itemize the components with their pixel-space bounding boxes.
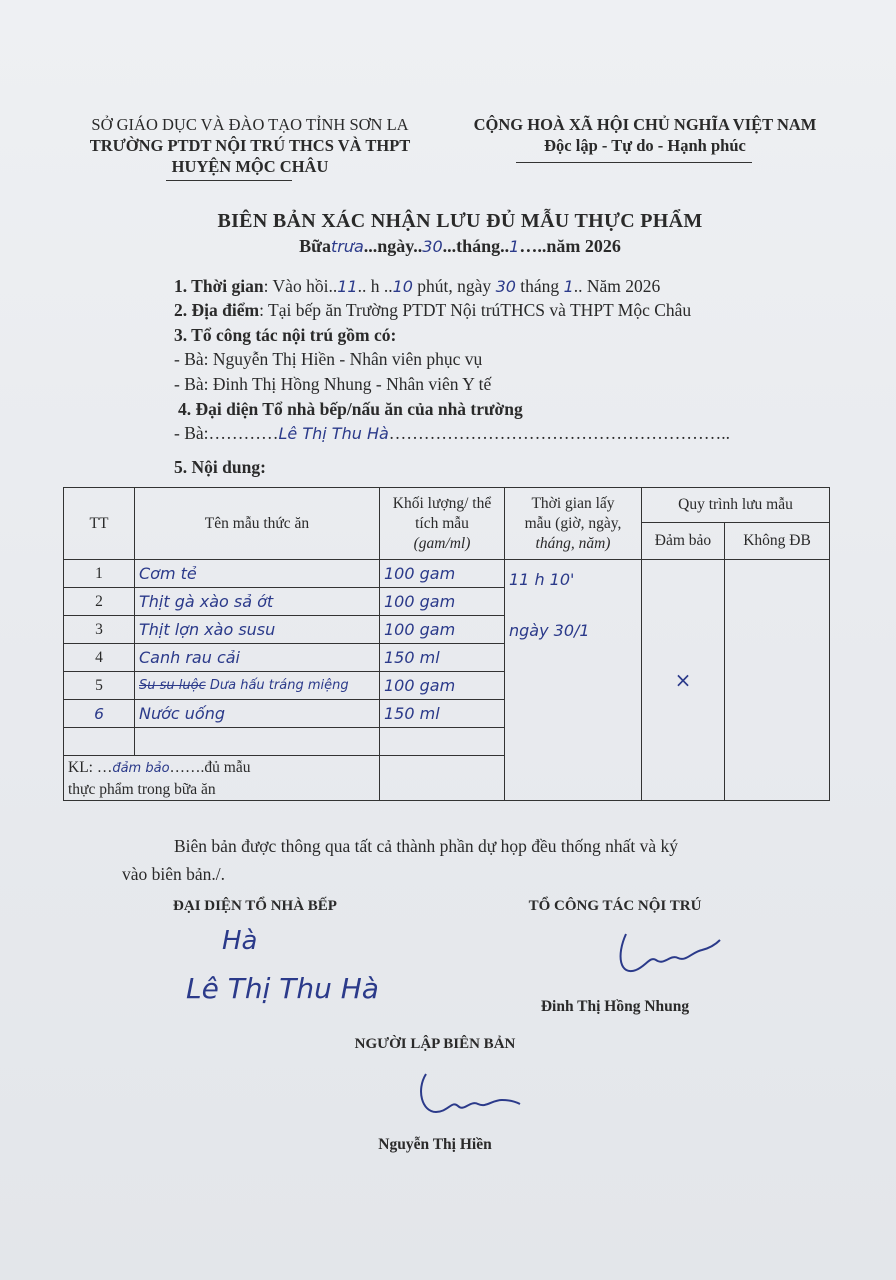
- struck-food-name: Su su luộc: [139, 678, 206, 693]
- document-title: BIÊN BẢN XÁC NHẬN LƯU ĐỦ MẪU THỰC PHẨM: [217, 210, 703, 232]
- header-underline-left: [166, 180, 292, 181]
- month-handwritten: 1: [563, 277, 574, 296]
- conclusion-suffix: …….đủ mẫu: [169, 758, 251, 776]
- country-name: CỘNG HOÀ XÃ HỘI CHỦ NGHĨA VIỆT NAM: [473, 115, 817, 134]
- header-underline-right: [516, 162, 752, 163]
- kitchen-dots: …………………………………………………..: [388, 423, 731, 443]
- row-tt: 4: [64, 644, 135, 672]
- kitchen-name-handwritten: Lê Thị Thu Hà: [186, 972, 379, 1005]
- header-quantity-unit: (gam/ml): [413, 534, 471, 552]
- team-signer-name: Đinh Thị Hồng Nhung: [540, 998, 690, 1015]
- header-quantity-line1: Khối lượng/ thể: [392, 494, 492, 512]
- school-name: TRƯỜNG PTDT NỘI TRÚ THCS VÀ THPT: [89, 136, 411, 155]
- header-time-line1: Thời gian lấy: [531, 494, 615, 512]
- kitchen-heading: [178, 399, 523, 420]
- conclusion-line2: thực phẩm trong bữa ăn: [68, 780, 216, 798]
- place-line: [174, 300, 691, 321]
- kitchen-name-handwritten: Lê Thị Thu Hà: [278, 424, 389, 443]
- place-text: : Tại bếp ăn Trường PTDT Nội trúTHCS và THPT Mộc Châu: [259, 300, 692, 320]
- header-not-ok: Không ĐB: [725, 523, 830, 560]
- row-tt: 3: [64, 616, 135, 644]
- author-name: Nguyễn Thị Hiền: [378, 1136, 492, 1153]
- department-name: SỞ GIÁO DỤC VÀ ĐÀO TẠO TỈNH SƠN LA: [91, 115, 409, 134]
- header-quantity-line2: tích mẫu: [415, 514, 469, 532]
- motto: Độc lập - Tự do - Hạnh phúc: [544, 136, 746, 155]
- row-quantity-empty: [380, 728, 505, 756]
- row-food-name: Thịt gà xào sả ớt: [135, 588, 380, 616]
- row-tt: 6: [64, 700, 135, 728]
- corrected-food-name: Dưa hấu tráng miệng: [209, 678, 349, 693]
- row-food-name: [135, 672, 380, 700]
- month-label: ...tháng..: [442, 236, 510, 256]
- time-line: [174, 276, 660, 297]
- header-time-line3: tháng, năm): [535, 534, 611, 552]
- row-tt: 5: [64, 672, 135, 700]
- header-tt: TT: [64, 488, 135, 560]
- time-text: phút, ngày: [412, 276, 496, 296]
- row-quantity: 100 gam: [380, 588, 505, 616]
- row-food-name-empty: [135, 728, 380, 756]
- time-text: .. Năm 2026: [573, 276, 661, 296]
- time-text: : Vào hồi..: [263, 276, 338, 296]
- closing-paragraph: [122, 832, 822, 888]
- conclusion-handwritten: đảm bảo: [112, 760, 170, 776]
- header-quantity: [380, 488, 505, 560]
- row-quantity: 100 gam: [380, 672, 505, 700]
- minute-handwritten: 10: [392, 277, 413, 296]
- ok-mark-cell: [642, 560, 725, 801]
- conclusion-line1: [68, 757, 375, 779]
- issuer-header: [60, 114, 440, 177]
- district-name: HUYỆN MỘC CHÂU: [171, 157, 329, 176]
- hour-handwritten: 11: [337, 277, 358, 296]
- sample-time-cell: [505, 560, 642, 801]
- row-food-name: Nước uống: [135, 700, 380, 728]
- row-food-name: Cơm tẻ: [135, 560, 380, 588]
- ok-mark: ×: [674, 668, 692, 692]
- kitchen-prefix: - Bà:…………: [174, 423, 279, 443]
- month-handwritten: 1: [509, 237, 520, 256]
- row-tt: 2: [64, 588, 135, 616]
- team-member-2: - Bà: Đinh Thị Hồng Nhung - Nhân viên Y tế: [174, 374, 492, 394]
- closing-line2: vào biên bản./.: [122, 864, 226, 884]
- kitchen-label: 4. Đại diện Tổ nhà bếp/nấu ăn của nhà trường: [178, 399, 523, 419]
- header-sample-time: [505, 488, 642, 560]
- conclusion-prefix: KL: …: [68, 758, 113, 776]
- sample-date-handwritten: ngày 30/1: [509, 621, 590, 640]
- team-signature-title: TỔ CÔNG TÁC NỘI TRÚ: [528, 898, 702, 914]
- day-label: ...ngày..: [363, 236, 423, 256]
- content-heading: [174, 457, 266, 478]
- time-text: tháng: [515, 276, 564, 296]
- row-food-name: Canh rau cải: [135, 644, 380, 672]
- day-handwritten: 30: [422, 237, 443, 256]
- year-label: …..năm 2026: [519, 236, 621, 256]
- table-row: [64, 560, 830, 588]
- header-process: Quy trình lưu mẫu: [642, 488, 830, 523]
- sample-time-handwritten: 11 h 10': [509, 570, 575, 589]
- row-quantity: 100 gam: [380, 616, 505, 644]
- row-tt-empty: [64, 728, 135, 756]
- author-signature-title: NGƯỜI LẬP BIÊN BẢN: [354, 1036, 516, 1052]
- team-member-1: - Bà: Nguyễn Thị Hiền - Nhân viên phục vụ: [174, 349, 483, 369]
- conclusion-quantity-empty: [380, 756, 505, 801]
- meal-prefix: Bữa: [299, 236, 331, 256]
- row-quantity: 100 gam: [380, 560, 505, 588]
- meal-handwritten: trưa: [330, 237, 364, 256]
- row-quantity: 150 ml: [380, 700, 505, 728]
- header-ok: Đảm bảo: [642, 523, 725, 560]
- national-header: [455, 114, 835, 156]
- time-label: 1. Thời gian: [174, 276, 264, 296]
- row-food-name: Thịt lợn xào susu: [135, 616, 380, 644]
- place-label: 2. Địa điểm: [174, 300, 260, 320]
- team-heading: [174, 325, 396, 346]
- kitchen-rep-line: [174, 423, 730, 444]
- header-food-name: Tên mẫu thức ăn: [135, 488, 380, 560]
- time-text: .. h ..: [357, 276, 393, 296]
- content-label: 5. Nội dung:: [174, 457, 266, 477]
- header-time-line2: mẫu (giờ, ngày,: [524, 514, 622, 532]
- closing-line1: Biên bản được thông qua tất cả thành phần dự họp đều thống nhất và ký: [174, 836, 679, 856]
- row-tt: 1: [64, 560, 135, 588]
- row-quantity: 150 ml: [380, 644, 505, 672]
- team-label: 3. Tổ công tác nội trú gồm có:: [174, 325, 397, 345]
- day-handwritten: 30: [495, 277, 516, 296]
- kitchen-signature-title: ĐẠI DIỆN TỔ NHÀ BẾP: [173, 898, 337, 914]
- kitchen-signature: Hà: [222, 926, 258, 956]
- conclusion-cell: [64, 756, 380, 801]
- food-sample-table: [63, 487, 830, 801]
- meal-date-line: [60, 236, 860, 257]
- not-ok-cell: [725, 560, 830, 801]
